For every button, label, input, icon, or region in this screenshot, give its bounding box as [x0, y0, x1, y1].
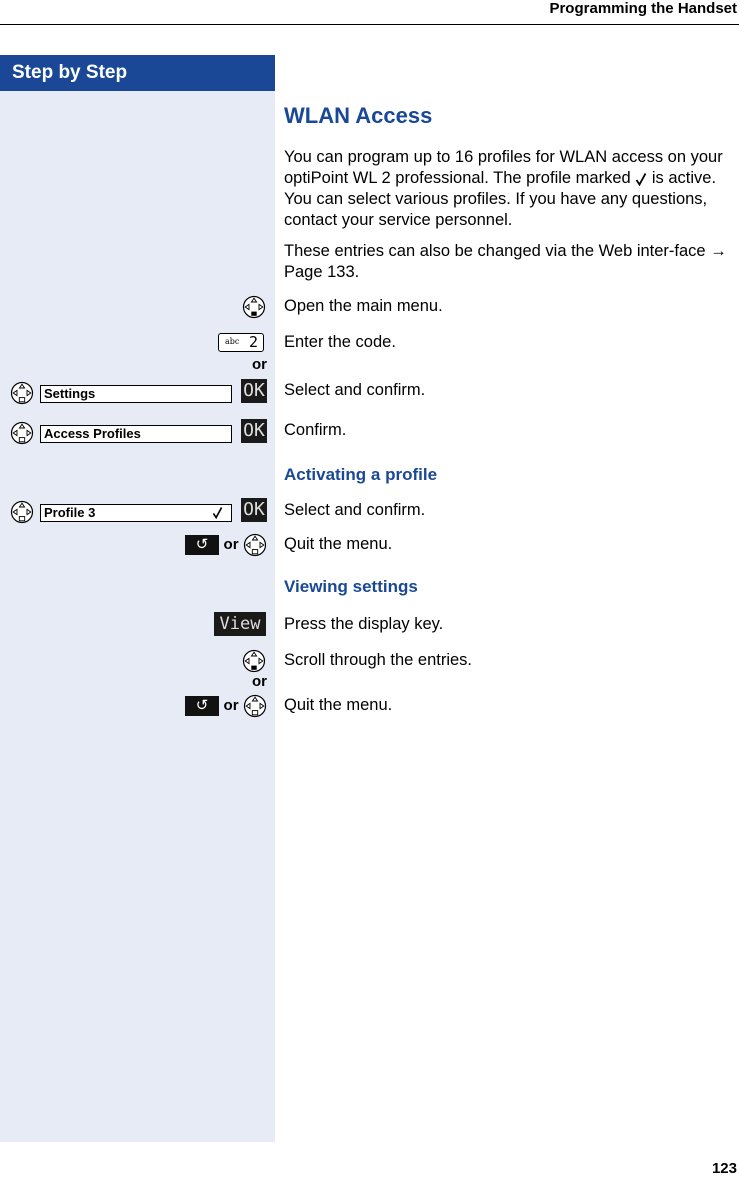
step-quit-view: Quit the menu. [284, 696, 393, 714]
ok-key[interactable]: OK [241, 498, 267, 522]
checkmark-icon [212, 506, 223, 519]
step-enter-code: Enter the code. [284, 333, 396, 351]
display-access-profiles[interactable] [40, 425, 232, 443]
display-access-label: Access Profiles [44, 426, 141, 441]
navigation-key-icon[interactable] [242, 649, 266, 673]
intro-text-b: is active. You can select various profiles. If you have any questions, contact your service personnel. [284, 169, 717, 229]
display-settings[interactable] [40, 385, 232, 403]
subsection-viewing: Viewing settings [284, 577, 418, 596]
navigation-key-icon[interactable] [243, 694, 267, 718]
section-title: WLAN Access [284, 103, 433, 128]
step-quit: Quit the menu. [284, 535, 393, 553]
step-select-confirm-profile: Select and confirm. [284, 501, 426, 519]
step-open-menu: Open the main menu. [284, 297, 443, 315]
navigation-key-icon[interactable] [10, 500, 34, 524]
ok-key[interactable]: OK [241, 419, 267, 443]
navigation-key-icon[interactable] [10, 421, 34, 445]
back-key-icon[interactable]: ↺ [185, 696, 219, 716]
sidebar-title: Step by Step [0, 55, 275, 91]
quit-controls [185, 533, 267, 557]
step-confirm: Confirm. [284, 421, 347, 439]
intro-paragraph-2: These entries can also be changed via the Web inter-face → Page 133. [284, 242, 727, 281]
keypad-2-key[interactable] [218, 333, 264, 352]
step-scroll: Scroll through the entries. [284, 651, 473, 669]
navigation-key-icon[interactable] [243, 533, 267, 557]
ok-key[interactable]: OK [241, 379, 267, 403]
back-key-icon[interactable]: ↺ [185, 535, 219, 555]
keypad-key-letters: abc [225, 337, 240, 346]
or-label: or [252, 673, 267, 690]
navigation-key-icon[interactable] [10, 381, 34, 405]
or-label: or [223, 536, 239, 554]
display-profile-label: Profile 3 [44, 505, 96, 520]
intro-paragraph-1 [284, 147, 736, 231]
navigation-key-icon[interactable] [242, 295, 266, 319]
or-label: or [223, 697, 239, 715]
step-press-display-key: Press the display key. [284, 615, 444, 633]
or-label: or [252, 356, 267, 373]
quit-controls [185, 694, 267, 718]
display-settings-label: Settings [44, 386, 96, 401]
view-display-key[interactable]: View [214, 612, 266, 636]
keypad-key-number: 2 [248, 333, 258, 351]
display-profile[interactable] [40, 504, 232, 522]
checkmark-icon [635, 172, 647, 186]
subsection-activating: Activating a profile [284, 465, 438, 484]
intro-text-a: You can program up to 16 profiles for WLAN access on your optiPoint WL 2 professional. The profile marked [284, 148, 723, 187]
step-by-step-sidebar [0, 55, 275, 1142]
step-select-confirm: Select and confirm. [284, 381, 426, 399]
page-number: 123 [711, 1160, 737, 1177]
header-rule [0, 24, 739, 25]
running-header: Programming the Handset [549, 0, 737, 17]
